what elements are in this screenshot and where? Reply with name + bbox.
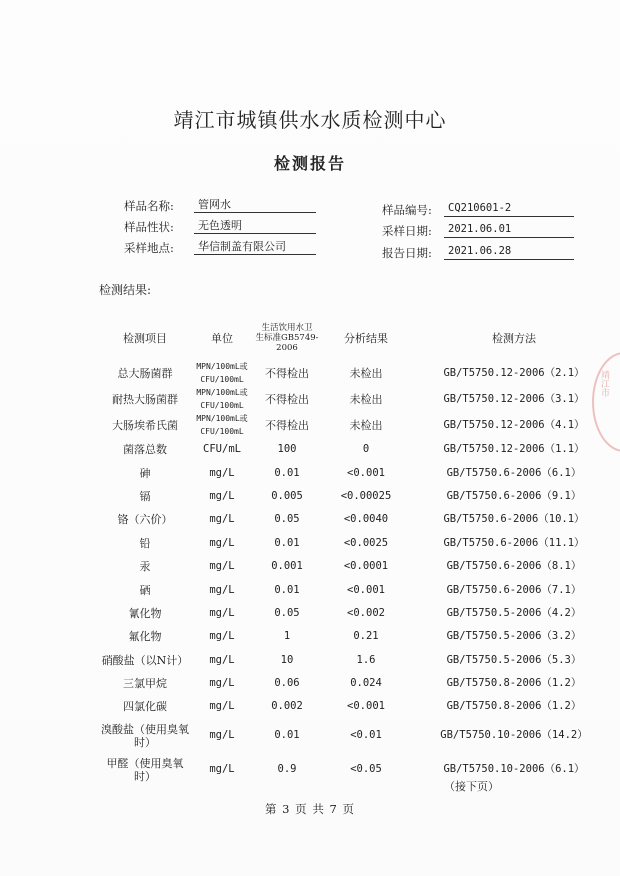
cell-unit-line2: CFU/100mL <box>200 427 244 436</box>
sample-site-label: 采样地点: <box>124 241 174 255</box>
cell-result: <0.002 <box>347 606 385 619</box>
results-label: 检测结果: <box>99 283 152 297</box>
cell-unit: mg/L <box>209 763 235 776</box>
cell-standard: 0.06 <box>274 677 300 690</box>
cell-standard: 0.05 <box>274 513 300 526</box>
sample-property-label: 样品性状: <box>124 220 174 234</box>
cell-result: <0.001 <box>347 583 385 596</box>
cell-unit: mg/L <box>209 606 235 619</box>
cell-item: 三氯甲烷 <box>123 677 167 691</box>
cell-unit-line2: CFU/100mL <box>200 375 244 384</box>
results-table <box>96 316 620 787</box>
cell-method: GB/T5750.6-2006（10.1） <box>443 513 585 526</box>
cell-unit-line1: MPN/100mL或 <box>196 388 248 397</box>
header-unit: 单位 <box>211 331 233 345</box>
cell-item: 硒 <box>139 583 151 597</box>
header-standard-line3: 2006 <box>276 343 298 353</box>
cell-unit: mg/L <box>209 489 235 502</box>
cell-item: 氰化物 <box>128 606 162 620</box>
cell-method: GB/T5750.12-2006（1.1） <box>443 443 585 456</box>
cell-item: 氟化物 <box>128 630 162 644</box>
cell-result: <0.0001 <box>343 560 389 573</box>
table-row <box>96 719 620 753</box>
cell-item: 铅 <box>139 536 151 550</box>
page-number: 第 3 页 共 7 页 <box>265 802 355 816</box>
cell-method: GB/T5750.6-2006（11.1） <box>443 536 585 549</box>
cell-unit <box>194 360 250 386</box>
header-standard-line1: 生活饮用水卫 <box>261 323 313 333</box>
cell-result: 未检出 <box>349 392 383 406</box>
report-date-label: 报告日期: <box>382 246 432 260</box>
cell-standard: 0.05 <box>274 606 300 619</box>
cell-method: GB/T5750.5-2006（5.3） <box>446 653 582 666</box>
cell-result: <0.01 <box>350 729 382 742</box>
cell-item: 镉 <box>139 489 151 503</box>
cell-item-line1: 溴酸盐（使用臭氧 <box>101 722 189 736</box>
cell-method: GB/T5750.6-2006（9.1） <box>446 489 582 502</box>
sample-name-value: 管网水 <box>194 197 316 213</box>
cell-item-line1: 甲醛（使用臭氧 <box>106 756 184 770</box>
cell-method: GB/T5750.6-2006（6.1） <box>446 466 582 479</box>
cell-item: 铬（六价） <box>117 513 173 527</box>
table-row <box>96 532 620 555</box>
cell-unit-line2: CFU/100mL <box>200 401 244 410</box>
cell-unit: mg/L <box>209 466 235 479</box>
report-subtitle: 检测报告 <box>273 154 346 173</box>
cell-result: <0.05 <box>350 763 382 776</box>
table-row <box>96 672 620 695</box>
cell-method: GB/T5750.12-2006（2.1） <box>443 366 585 379</box>
cell-method: GB/T5750.10-2006（14.2） <box>440 729 588 742</box>
cell-method: GB/T5750.12-2006（4.1） <box>443 418 585 431</box>
cell-result: <0.00025 <box>340 489 392 502</box>
cell-result: 0.21 <box>353 630 379 643</box>
cell-result: 0 <box>362 443 370 456</box>
cell-item <box>96 753 194 787</box>
cell-item: 菌落总数 <box>123 443 167 457</box>
cell-method: GB/T5750.12-2006（3.1） <box>443 392 585 405</box>
cell-unit: mg/L <box>209 677 235 690</box>
cell-result: <0.001 <box>347 466 385 479</box>
page-title: 靖江市城镇供水水质检测中心 <box>173 108 447 132</box>
cell-result: 0.024 <box>350 677 382 690</box>
table-row <box>96 461 620 484</box>
sampling-date-label: 采样日期: <box>382 224 432 238</box>
cell-item <box>96 719 194 753</box>
cell-standard: 0.01 <box>274 466 300 479</box>
sample-property-value: 无色透明 <box>194 218 316 234</box>
cell-result: <0.0040 <box>343 513 389 526</box>
table-row <box>96 386 620 412</box>
cell-item: 砷 <box>139 466 151 480</box>
cell-method: GB/T5750.5-2006（4.2） <box>446 606 582 619</box>
cell-method: GB/T5750.10-2006（6.1） <box>443 763 585 776</box>
sample-name-label: 样品名称: <box>124 199 174 213</box>
cell-result: 未检出 <box>349 366 383 380</box>
cell-result: <0.001 <box>347 700 385 713</box>
cell-method: GB/T5750.5-2006（3.2） <box>446 630 582 643</box>
cell-unit-line1: MPN/100mL或 <box>196 362 248 371</box>
cell-item: 汞 <box>139 560 151 574</box>
seal-text: 靖江市 <box>599 370 609 397</box>
cell-standard: 0.01 <box>274 583 300 596</box>
cell-method: GB/T5750.6-2006（8.1） <box>446 560 582 573</box>
table-row <box>96 508 620 531</box>
cell-standard: 0.002 <box>271 700 303 713</box>
cell-standard: 100 <box>277 443 297 456</box>
continue-note: （接下页） <box>444 780 499 793</box>
sample-site-value: 华信制盖有限公司 <box>194 239 316 255</box>
cell-unit: mg/L <box>209 560 235 573</box>
cell-unit: mg/L <box>209 536 235 549</box>
table-row <box>96 649 620 672</box>
cell-method: GB/T5750.6-2006（7.1） <box>446 583 582 596</box>
sample-number-label: 样品编号: <box>382 203 432 217</box>
cell-unit: mg/L <box>209 630 235 643</box>
table-row <box>96 753 620 787</box>
sampling-date-value: 2021.06.01 <box>444 222 574 238</box>
cell-standard: 1 <box>283 630 291 643</box>
report-date-value: 2021.06.28 <box>444 244 574 260</box>
cell-standard: 0.001 <box>271 560 303 573</box>
table-row <box>96 602 620 625</box>
table-row <box>96 412 620 438</box>
cell-item: 总大肠菌群 <box>117 366 173 380</box>
cell-unit: mg/L <box>209 513 235 526</box>
header-item: 检测项目 <box>123 331 167 345</box>
cell-result: 未检出 <box>349 418 383 432</box>
table-row <box>96 485 620 508</box>
table-row <box>96 578 620 601</box>
cell-unit: mg/L <box>209 729 235 742</box>
cell-method: GB/T5750.8-2006（1.2） <box>446 677 582 690</box>
cell-standard: 0.01 <box>274 536 300 549</box>
cell-item: 四氯化碳 <box>123 700 167 714</box>
cell-item: 大肠埃希氏菌 <box>112 418 178 432</box>
cell-item-line2: 时） <box>134 735 156 749</box>
cell-unit <box>194 386 250 412</box>
table-row <box>96 438 620 461</box>
cell-standard: 不得检出 <box>265 418 309 432</box>
table-row <box>96 555 620 578</box>
table-header-row <box>96 316 620 360</box>
cell-result: 1.6 <box>356 653 376 666</box>
cell-standard: 0.005 <box>271 489 303 502</box>
cell-item-line2: 时） <box>134 769 156 783</box>
cell-standard: 不得检出 <box>265 392 309 406</box>
header-standard <box>250 316 324 360</box>
cell-unit: CFU/mL <box>203 443 241 456</box>
cell-unit: mg/L <box>209 653 235 666</box>
cell-item: 硝酸盐（以N计） <box>101 653 189 667</box>
table-row <box>96 625 620 648</box>
table-row <box>96 695 620 718</box>
cell-unit <box>194 412 250 438</box>
header-standard-line2: 生标准GB5749- <box>255 333 319 343</box>
cell-standard: 不得检出 <box>265 366 309 380</box>
cell-item: 耐热大肠菌群 <box>112 392 178 406</box>
header-method: 检测方法 <box>492 331 536 345</box>
cell-unit: mg/L <box>209 700 235 713</box>
sample-number-value: CQ210601-2 <box>444 201 574 217</box>
cell-unit-line1: MPN/100mL或 <box>196 414 248 423</box>
cell-unit: mg/L <box>209 583 235 596</box>
cell-standard: 0.9 <box>277 763 297 776</box>
cell-method: GB/T5750.8-2006（1.2） <box>446 700 582 713</box>
table-row <box>96 360 620 386</box>
cell-standard: 0.01 <box>274 729 300 742</box>
cell-result: <0.0025 <box>343 536 389 549</box>
cell-standard: 10 <box>280 653 294 666</box>
header-result: 分析结果 <box>344 331 388 345</box>
